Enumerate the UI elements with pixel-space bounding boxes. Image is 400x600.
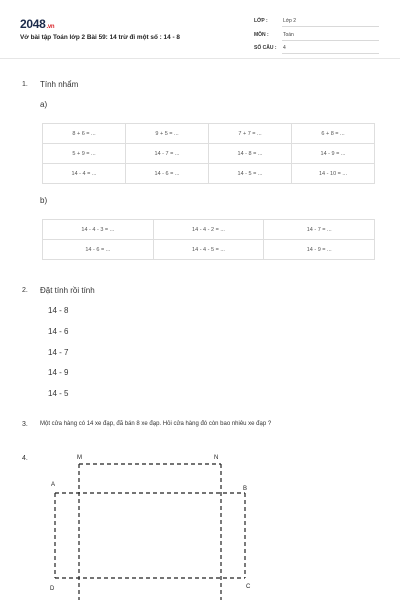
table-row — [43, 124, 375, 144]
header-divider — [0, 58, 400, 59]
point-label-b: B — [243, 486, 248, 492]
subject-label: MÔN : — [254, 32, 269, 38]
q1-part-b-label: b) — [40, 196, 48, 205]
exercise-cell: 14 - 6 = ... — [126, 164, 209, 184]
class-underline — [282, 26, 379, 27]
exercise-cell: 5 + 9 = ... — [43, 144, 126, 164]
q2-number: 2. — [22, 287, 28, 294]
exercise-cell: 14 - 4 - 5 = ... — [153, 240, 264, 260]
q3-number: 3. — [22, 421, 28, 428]
q2-item: 14 - 5 — [48, 389, 69, 398]
point-label-d: D — [50, 586, 55, 592]
class-value: Lớp 2 — [283, 18, 297, 24]
q1-number: 1. — [22, 81, 28, 88]
point-label-c: C — [246, 584, 251, 590]
q1-part-a-table — [42, 123, 375, 184]
table-row — [43, 220, 375, 240]
exercise-cell: 14 - 4 = ... — [43, 164, 126, 184]
exercise-cell: 9 + 5 = ... — [126, 124, 209, 144]
point-label-a: A — [51, 482, 56, 488]
q4-number: 4. — [22, 455, 28, 462]
q3-text: Một cửa hàng có 14 xe đạp, đã bán 8 xe đạp. Hỏi cửa hàng đó còn bao nhiêu xe đạp ? — [40, 421, 272, 427]
table-row — [43, 144, 375, 164]
exercise-cell: 7 + 7 = ... — [209, 124, 292, 144]
q2-item: 14 - 7 — [48, 348, 69, 357]
site-logo — [20, 17, 54, 31]
table-row — [43, 164, 375, 184]
q1-part-a-label: a) — [40, 100, 48, 109]
q2-item: 14 - 9 — [48, 368, 69, 377]
exercise-cell: 14 - 4 - 2 = ... — [153, 220, 264, 240]
q1-part-b-table — [42, 219, 375, 260]
document-title: Vở bài tập Toán lớp 2 Bài 59: 14 trừ đi một số : 14 - 8 — [20, 34, 180, 41]
exercise-cell: 14 - 10 = ... — [292, 164, 375, 184]
exercise-cell: 14 - 9 = ... — [292, 144, 375, 164]
exercise-cell: 14 - 5 = ... — [209, 164, 292, 184]
logo-suffix: .vn — [46, 24, 55, 30]
q2-item: 14 - 8 — [48, 306, 69, 315]
q2-item: 14 - 6 — [48, 327, 69, 336]
exercise-cell: 14 - 8 = ... — [209, 144, 292, 164]
question-count-label: SỐ CÂU : — [254, 45, 277, 51]
question-count-underline — [282, 53, 379, 54]
logo-number: 2048 — [20, 17, 46, 31]
subject-value: Toán — [283, 32, 294, 38]
exercise-cell: 6 + 8 = ... — [292, 124, 375, 144]
question-count-value: 4 — [283, 45, 286, 51]
table-row — [43, 240, 375, 260]
exercise-cell: 14 - 7 = ... — [264, 220, 375, 240]
exercise-cell: 8 + 6 = ... — [43, 124, 126, 144]
q1-title: Tính nhẩm — [40, 80, 79, 89]
exercise-cell: 14 - 9 = ... — [264, 240, 375, 260]
exercise-cell: 14 - 7 = ... — [126, 144, 209, 164]
point-label-m: M — [77, 455, 82, 461]
class-label: LỚP : — [254, 18, 268, 24]
exercise-cell: 14 - 4 - 3 = ... — [43, 220, 154, 240]
exercise-cell: 14 - 6 = ... — [43, 240, 154, 260]
q2-title: Đặt tính rồi tính — [40, 286, 95, 295]
q4-dashed-rectangles-figure — [40, 450, 280, 600]
point-label-n: N — [214, 455, 219, 461]
subject-underline — [282, 40, 379, 41]
